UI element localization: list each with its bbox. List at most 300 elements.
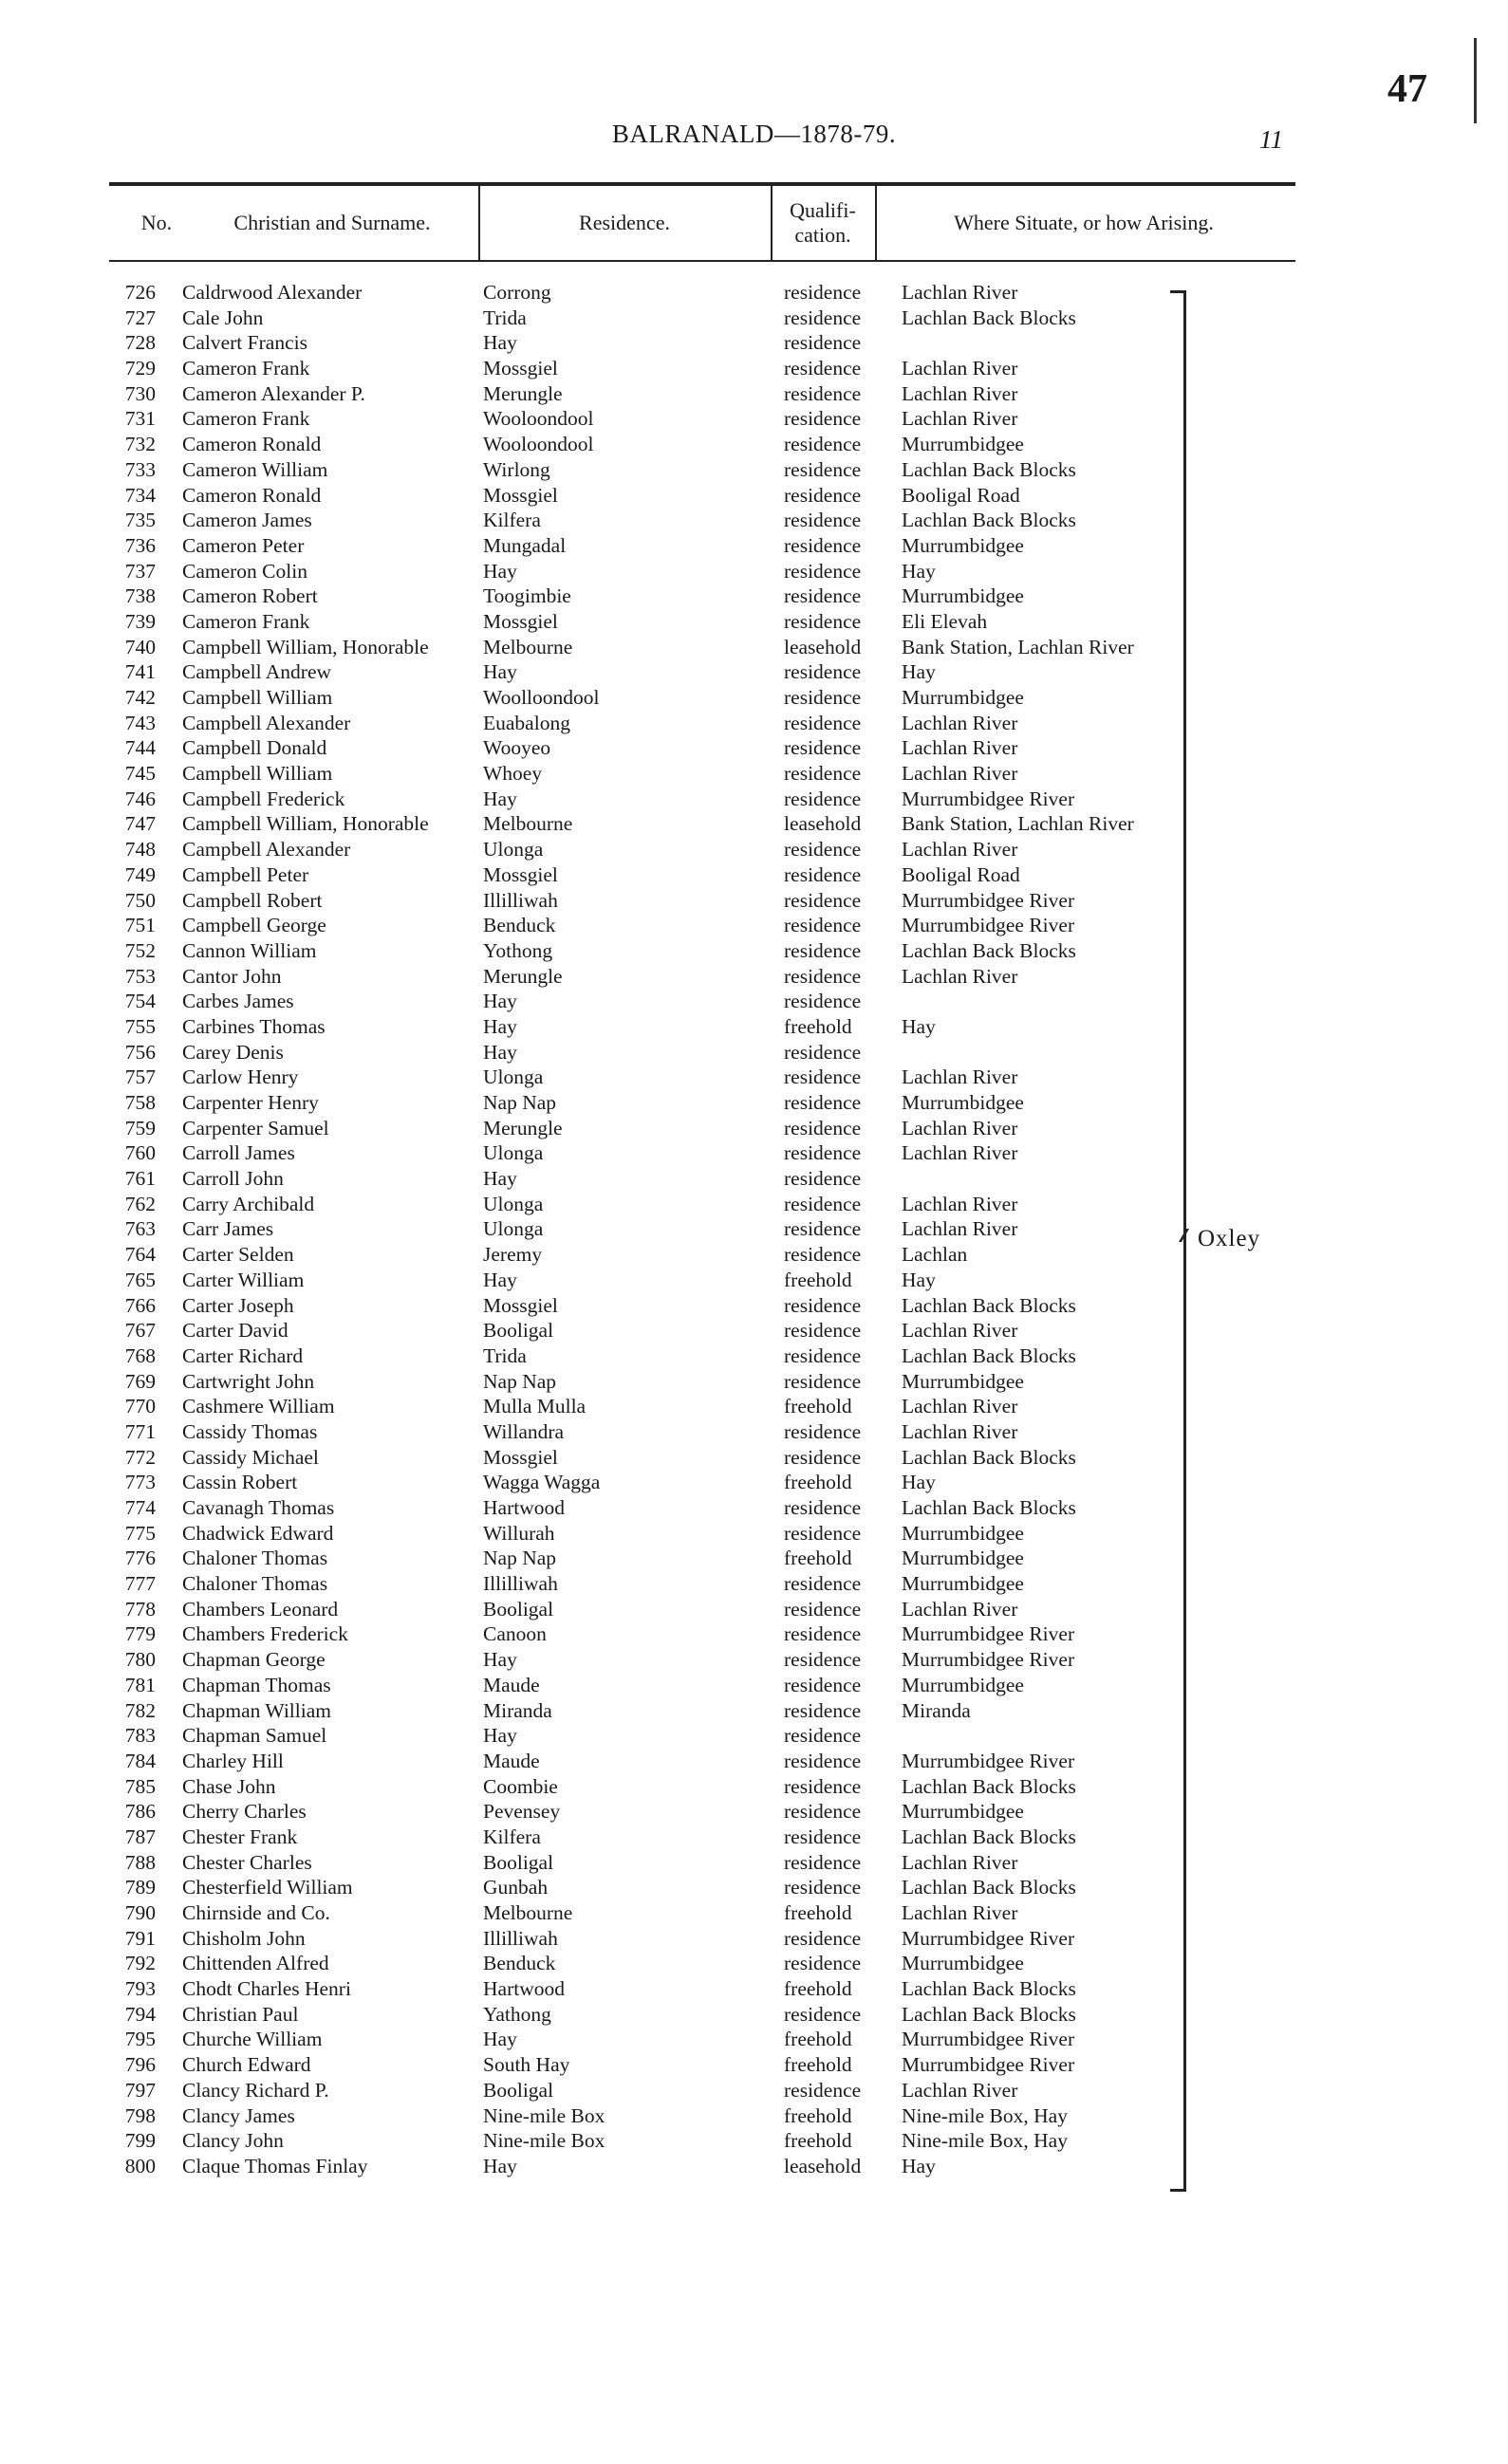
electorate-label: Oxley <box>1198 1226 1261 1251</box>
table-row <box>0 1420 1508 1446</box>
elector-residence: Mossgiel <box>483 483 558 507</box>
table-row <box>0 736 1508 762</box>
entry-number: 792 <box>124 1952 156 1975</box>
entry-number: 768 <box>124 1343 156 1367</box>
elector-name: Carter Richard <box>182 1343 304 1367</box>
entry-number: 743 <box>124 711 156 734</box>
elector-qualification: residence <box>784 331 862 355</box>
entry-number: 741 <box>124 660 156 684</box>
qualification-location: Murrumbidgee <box>902 584 1024 608</box>
elector-name: Chapman Thomas <box>182 1673 331 1696</box>
table-row <box>0 1167 1508 1193</box>
column-header-residence: Residence. <box>579 211 670 234</box>
elector-name: Clancy James <box>182 2103 295 2127</box>
table-row <box>0 534 1508 560</box>
elector-name: Cameron Alexander P. <box>182 381 365 405</box>
qualification-location: Lachlan Back Blocks <box>902 1876 1076 1899</box>
elector-residence: Ulonga <box>483 1065 544 1089</box>
elector-qualification: leasehold <box>784 812 862 836</box>
elector-qualification: residence <box>784 1192 862 1215</box>
qualification-location: Murrumbidgee River <box>902 1926 1075 1950</box>
qualification-location: Lachlan River <box>902 407 1018 431</box>
table-row <box>0 1674 1508 1699</box>
entry-number: 754 <box>124 990 156 1013</box>
qualification-location: Lachlan River <box>902 1217 1018 1241</box>
elector-name: Carpenter Henry <box>182 1091 319 1114</box>
qualification-location: Hay <box>902 2154 936 2177</box>
elector-qualification: residence <box>784 1648 862 1672</box>
table-row <box>0 863 1508 889</box>
elector-qualification: residence <box>784 1926 862 1950</box>
entry-number: 766 <box>124 1293 156 1317</box>
elector-residence: Willurah <box>483 1521 555 1545</box>
elector-name: Claque Thomas Finlay <box>182 2154 368 2177</box>
table-row <box>0 1622 1508 1648</box>
elector-residence: Benduck <box>483 914 556 937</box>
elector-name: Chapman Samuel <box>182 1724 327 1748</box>
entry-number: 773 <box>124 1471 156 1494</box>
qualification-location: Murrumbidgee River <box>902 888 1075 912</box>
elector-qualification: residence <box>784 1622 862 1646</box>
entry-number: 740 <box>124 635 156 658</box>
table-row <box>0 1927 1508 1953</box>
page-edge-mark <box>1474 38 1477 123</box>
entry-number: 799 <box>124 2129 156 2153</box>
entry-number: 732 <box>124 433 156 456</box>
qualification-location: Hay <box>902 1471 936 1494</box>
table-row <box>0 1217 1508 1243</box>
entry-number: 776 <box>124 1547 156 1570</box>
table-row <box>0 1319 1508 1344</box>
elector-qualification: residence <box>784 2078 862 2102</box>
entry-number: 759 <box>124 1116 156 1139</box>
table-row <box>0 1901 1508 1927</box>
entry-number: 752 <box>124 938 156 962</box>
elector-residence: Merungle <box>483 1116 563 1139</box>
elector-name: Cameron Ronald <box>182 483 322 507</box>
entry-number: 750 <box>124 888 156 912</box>
qualification-location: Murrumbidgee River <box>902 787 1075 810</box>
table-row <box>0 636 1508 661</box>
elector-residence: Woolloondool <box>483 686 600 709</box>
entry-number: 775 <box>124 1521 156 1545</box>
elector-name: Carlow Henry <box>182 1065 299 1089</box>
table-row <box>0 433 1508 458</box>
elector-name: Chapman William <box>182 1698 331 1722</box>
entry-number: 736 <box>124 533 156 557</box>
table-row <box>0 2104 1508 2130</box>
qualification-location: Lachlan Back Blocks <box>902 938 1076 962</box>
elector-name: Christian Paul <box>182 2002 299 2026</box>
qualification-location: Lachlan <box>902 1243 968 1267</box>
table-row <box>0 1724 1508 1750</box>
elector-qualification: residence <box>784 381 862 405</box>
entry-number: 753 <box>124 964 156 988</box>
qualification-location: Murrumbidgee <box>902 1800 1024 1824</box>
elector-name: Chirnside and Co. <box>182 1901 330 1924</box>
elector-qualification: residence <box>784 2002 862 2026</box>
qualification-location: Booligal Road <box>902 862 1020 886</box>
elector-name: Chambers Frederick <box>182 1622 348 1646</box>
column-header-name: Christian and Surname. <box>233 211 431 234</box>
entry-number: 790 <box>124 1901 156 1924</box>
table-row <box>0 1496 1508 1522</box>
elector-qualification: leasehold <box>784 2154 862 2177</box>
elector-name: Cameron Frank <box>182 609 310 633</box>
elector-name: Carroll James <box>182 1141 295 1165</box>
elector-residence: Trida <box>483 306 527 329</box>
table-row <box>0 458 1508 484</box>
elector-residence: Wooloondool <box>483 407 594 431</box>
elector-qualification: freehold <box>784 1901 852 1924</box>
elector-name: Carter Selden <box>182 1243 294 1267</box>
qualification-location: Murrumbidgee <box>902 433 1024 456</box>
entry-number: 739 <box>124 609 156 633</box>
elector-residence: Yothong <box>483 938 553 962</box>
qualification-location: Murrumbidgee <box>902 686 1024 709</box>
qualification-location: Murrumbidgee <box>902 1521 1024 1545</box>
entry-number: 772 <box>124 1445 156 1469</box>
table-row <box>0 1294 1508 1320</box>
table-row <box>0 1977 1508 2003</box>
elector-qualification: residence <box>784 1800 862 1824</box>
elector-name: Cannon William <box>182 938 317 962</box>
entry-number: 757 <box>124 1065 156 1089</box>
elector-name: Chaloner Thomas <box>182 1547 328 1570</box>
elector-residence: Ulonga <box>483 838 544 861</box>
qualification-location: Murrumbidgee River <box>902 914 1075 937</box>
elector-name: Campbell Peter <box>182 862 309 886</box>
entry-number: 729 <box>124 357 156 380</box>
elector-qualification: residence <box>784 1319 862 1343</box>
elector-qualification: residence <box>784 1572 862 1596</box>
column-header-qualification: Qualifi- cation. <box>790 198 856 247</box>
table-row <box>0 1446 1508 1472</box>
elector-name: Campbell William <box>182 762 333 786</box>
elector-name: Cameron Robert <box>182 584 318 608</box>
elector-residence: Booligal <box>483 1597 554 1621</box>
qualification-location: Lachlan Back Blocks <box>902 1343 1076 1367</box>
elector-name: Carpenter Samuel <box>182 1116 329 1139</box>
table-row <box>0 1193 1508 1218</box>
elector-residence: Gunbah <box>483 1876 549 1899</box>
elector-residence: Benduck <box>483 1952 556 1975</box>
table-row <box>0 1699 1508 1725</box>
elector-residence: Booligal <box>483 1850 554 1874</box>
elector-residence: Hay <box>483 1724 517 1748</box>
qualification-location: Lachlan River <box>902 1901 1018 1924</box>
elector-qualification: residence <box>784 1749 862 1772</box>
elector-residence: Wooloondool <box>483 433 594 456</box>
elector-name: Clancy Richard P. <box>182 2078 329 2102</box>
table-row <box>0 1370 1508 1396</box>
table-row <box>0 686 1508 712</box>
qualification-location: Murrumbidgee <box>902 1572 1024 1596</box>
elector-name: Chisholm John <box>182 1926 306 1950</box>
qualification-location: Lachlan River <box>902 762 1018 786</box>
elector-residence: Nap Nap <box>483 1547 557 1570</box>
elector-residence: Nine-mile Box <box>483 2103 605 2127</box>
table-row <box>0 1952 1508 1977</box>
table-row <box>0 1015 1508 1041</box>
elector-residence: Illilliwah <box>483 888 558 912</box>
elector-residence: Wagga Wagga <box>483 1471 601 1494</box>
table-row <box>0 1041 1508 1066</box>
table-row <box>0 889 1508 915</box>
table-row <box>0 914 1508 939</box>
elector-qualification: residence <box>784 838 862 861</box>
elector-name: Carter David <box>182 1319 289 1343</box>
table-row <box>0 990 1508 1015</box>
elector-residence: Ulonga <box>483 1141 544 1165</box>
entry-number: 749 <box>124 862 156 886</box>
elector-name: Chodt Charles Henri <box>182 1977 351 2001</box>
qualification-location: Hay <box>902 1268 936 1291</box>
qualification-location: Lachlan River <box>902 1192 1018 1215</box>
elector-name: Campbell Donald <box>182 736 327 760</box>
entry-number: 781 <box>124 1673 156 1696</box>
elector-qualification: freehold <box>784 2103 852 2127</box>
elector-qualification: freehold <box>784 2129 852 2153</box>
table-row <box>0 812 1508 838</box>
table-row <box>0 281 1508 306</box>
qualification-location: Lachlan River <box>902 1850 1018 1874</box>
qualification-location: Lachlan Back Blocks <box>902 509 1076 532</box>
elector-qualification: residence <box>784 862 862 886</box>
qualification-location: Lachlan Back Blocks <box>902 1825 1076 1848</box>
elector-qualification: residence <box>784 1445 862 1469</box>
elector-name: Carroll John <box>182 1167 284 1191</box>
elector-qualification: residence <box>784 914 862 937</box>
qualification-location: Booligal Road <box>902 483 1020 507</box>
entry-number: 765 <box>124 1268 156 1291</box>
entry-number: 735 <box>124 509 156 532</box>
qualification-location: Lachlan River <box>902 281 1018 304</box>
table-row <box>0 1117 1508 1142</box>
elector-qualification: residence <box>784 711 862 734</box>
elector-name: Churche William <box>182 2028 323 2051</box>
table-row <box>0 965 1508 991</box>
table-row <box>0 2053 1508 2079</box>
table-row <box>0 1800 1508 1825</box>
qualification-location: Lachlan River <box>902 838 1018 861</box>
elector-qualification: freehold <box>784 1547 852 1570</box>
elector-qualification: residence <box>784 584 862 608</box>
qualification-location: Lachlan River <box>902 1419 1018 1443</box>
qualification-location: Lachlan Back Blocks <box>902 1977 1076 2001</box>
entry-number: 747 <box>124 812 156 836</box>
qualification-location: Murrumbidgee <box>902 1091 1024 1114</box>
qualification-location: Murrumbidgee River <box>902 1622 1075 1646</box>
elector-qualification: residence <box>784 736 862 760</box>
entry-number: 727 <box>124 306 156 329</box>
elector-qualification: residence <box>784 357 862 380</box>
elector-residence: South Hay <box>483 2053 570 2077</box>
column-header-where: Where Situate, or how Arising. <box>954 211 1214 234</box>
elector-residence: Willandra <box>483 1419 565 1443</box>
entry-number: 774 <box>124 1496 156 1519</box>
entry-number: 777 <box>124 1572 156 1596</box>
entry-number: 760 <box>124 1141 156 1165</box>
elector-residence: Hay <box>483 559 517 583</box>
elector-qualification: residence <box>784 1091 862 1114</box>
elector-qualification: freehold <box>784 1395 852 1418</box>
entry-number: 746 <box>124 787 156 810</box>
elector-residence: Booligal <box>483 1319 554 1343</box>
entry-number: 770 <box>124 1395 156 1418</box>
elector-residence: Canoon <box>483 1622 547 1646</box>
elector-residence: Kilfera <box>483 1825 541 1848</box>
table-row <box>0 1825 1508 1851</box>
entry-number: 755 <box>124 1014 156 1038</box>
qualification-location: Hay <box>902 660 936 684</box>
entry-number: 748 <box>124 838 156 861</box>
table-row <box>0 610 1508 636</box>
elector-residence: Merungle <box>483 381 563 405</box>
table-row <box>0 2079 1508 2104</box>
elector-qualification: residence <box>784 1952 862 1975</box>
elector-name: Chadwick Edward <box>182 1521 334 1545</box>
elector-name: Chapman George <box>182 1648 326 1672</box>
elector-qualification: residence <box>784 787 862 810</box>
entry-number: 726 <box>124 281 156 304</box>
entry-number: 786 <box>124 1800 156 1824</box>
elector-residence: Booligal <box>483 2078 554 2102</box>
qualification-location: Lachlan River <box>902 1065 1018 1089</box>
elector-qualification: residence <box>784 1419 862 1443</box>
entry-number: 730 <box>124 381 156 405</box>
table-row <box>0 939 1508 965</box>
elector-qualification: freehold <box>784 2028 852 2051</box>
header-rule-bottom <box>109 260 1295 262</box>
entry-number: 731 <box>124 407 156 431</box>
entry-number: 798 <box>124 2103 156 2127</box>
elector-name: Chester Frank <box>182 1825 298 1848</box>
qualification-location: Lachlan Back Blocks <box>902 2002 1076 2026</box>
elector-qualification: residence <box>784 990 862 1013</box>
elector-name: Carbines Thomas <box>182 1014 326 1038</box>
qualification-location: Lachlan River <box>902 1319 1018 1343</box>
entry-number: 771 <box>124 1419 156 1443</box>
elector-name: Chase John <box>182 1774 276 1798</box>
elector-qualification: residence <box>784 457 862 481</box>
table-row <box>0 1547 1508 1572</box>
elector-name: Chambers Leonard <box>182 1597 339 1621</box>
elector-qualification: residence <box>784 1597 862 1621</box>
elector-residence: Mungadal <box>483 533 567 557</box>
elector-qualification: freehold <box>784 1471 852 1494</box>
table-row <box>0 1141 1508 1167</box>
elector-residence: Hay <box>483 2028 517 2051</box>
elector-qualification: residence <box>784 1825 862 1848</box>
elector-name: Cale John <box>182 306 264 329</box>
elector-residence: Melbourne <box>483 635 573 658</box>
elector-residence: Mossgiel <box>483 1293 558 1317</box>
qualification-location: Murrumbidgee <box>902 533 1024 557</box>
elector-residence: Mossgiel <box>483 609 558 633</box>
elector-residence: Hay <box>483 787 517 810</box>
entry-number: 795 <box>124 2028 156 2051</box>
elector-name: Campbell Andrew <box>182 660 332 684</box>
elector-residence: Hay <box>483 990 517 1013</box>
elector-name: Cavanagh Thomas <box>182 1496 335 1519</box>
elector-qualification: residence <box>784 533 862 557</box>
elector-residence: Mossgiel <box>483 357 558 380</box>
elector-residence: Hay <box>483 660 517 684</box>
elector-name: Cassidy Thomas <box>182 1419 318 1443</box>
elector-name: Cameron Colin <box>182 559 307 583</box>
entry-number: 763 <box>124 1217 156 1241</box>
elector-name: Caldrwood Alexander <box>182 281 363 304</box>
elector-qualification: residence <box>784 1217 862 1241</box>
elector-qualification: residence <box>784 433 862 456</box>
entry-number: 769 <box>124 1369 156 1393</box>
elector-name: Charley Hill <box>182 1749 284 1772</box>
table-row <box>0 2028 1508 2053</box>
qualification-location: Lachlan Back Blocks <box>902 1445 1076 1469</box>
elector-name: Cantor John <box>182 964 282 988</box>
elector-name: Cameron William <box>182 457 328 481</box>
table-row <box>0 660 1508 686</box>
elector-residence: Maude <box>483 1673 540 1696</box>
qualification-location: Murrumbidgee River <box>902 1749 1075 1772</box>
entry-number: 797 <box>124 2078 156 2102</box>
elector-name: Chittenden Alfred <box>182 1952 329 1975</box>
table-row <box>0 382 1508 408</box>
elector-residence: Hartwood <box>483 1977 565 2001</box>
elector-name: Chesterfield William <box>182 1876 353 1899</box>
table-row <box>0 1395 1508 1420</box>
elector-residence: Hay <box>483 1014 517 1038</box>
elector-residence: Kilfera <box>483 509 541 532</box>
elector-name: Campbell Alexander <box>182 838 351 861</box>
elector-qualification: residence <box>784 1116 862 1139</box>
elector-qualification: residence <box>784 762 862 786</box>
entry-number: 762 <box>124 1192 156 1215</box>
elector-qualification: residence <box>784 1850 862 1874</box>
table-row <box>0 1851 1508 1877</box>
elector-residence: Hay <box>483 1040 517 1064</box>
elector-residence: Euabalong <box>483 711 570 734</box>
elector-qualification: freehold <box>784 1014 852 1038</box>
table-row <box>0 407 1508 433</box>
elector-residence: Mulla Mulla <box>483 1395 586 1418</box>
elector-residence: Hay <box>483 1648 517 1672</box>
elector-name: Cashmere William <box>182 1395 335 1418</box>
elector-name: Cherry Charles <box>182 1800 307 1824</box>
elector-name: Campbell Frederick <box>182 787 345 810</box>
elector-residence: Jeremy <box>483 1243 543 1267</box>
qualification-location: Lachlan River <box>902 1116 1018 1139</box>
table-row <box>0 1598 1508 1623</box>
table-row <box>0 560 1508 585</box>
entry-number: 778 <box>124 1597 156 1621</box>
qualification-location: Nine-mile Box, Hay <box>902 2129 1068 2153</box>
table-row <box>0 838 1508 863</box>
entry-number: 728 <box>124 331 156 355</box>
table-row <box>0 1648 1508 1674</box>
table-row <box>0 1269 1508 1294</box>
qualification-location: Lachlan Back Blocks <box>902 457 1076 481</box>
table-row <box>0 787 1508 813</box>
table-row <box>0 1750 1508 1775</box>
elector-residence: Hay <box>483 1167 517 1191</box>
entry-number: 734 <box>124 483 156 507</box>
elector-name: Cameron Frank <box>182 357 310 380</box>
elector-qualification: freehold <box>784 1268 852 1291</box>
elector-qualification: residence <box>784 1876 862 1899</box>
qualification-location: Lachlan River <box>902 2078 1018 2102</box>
